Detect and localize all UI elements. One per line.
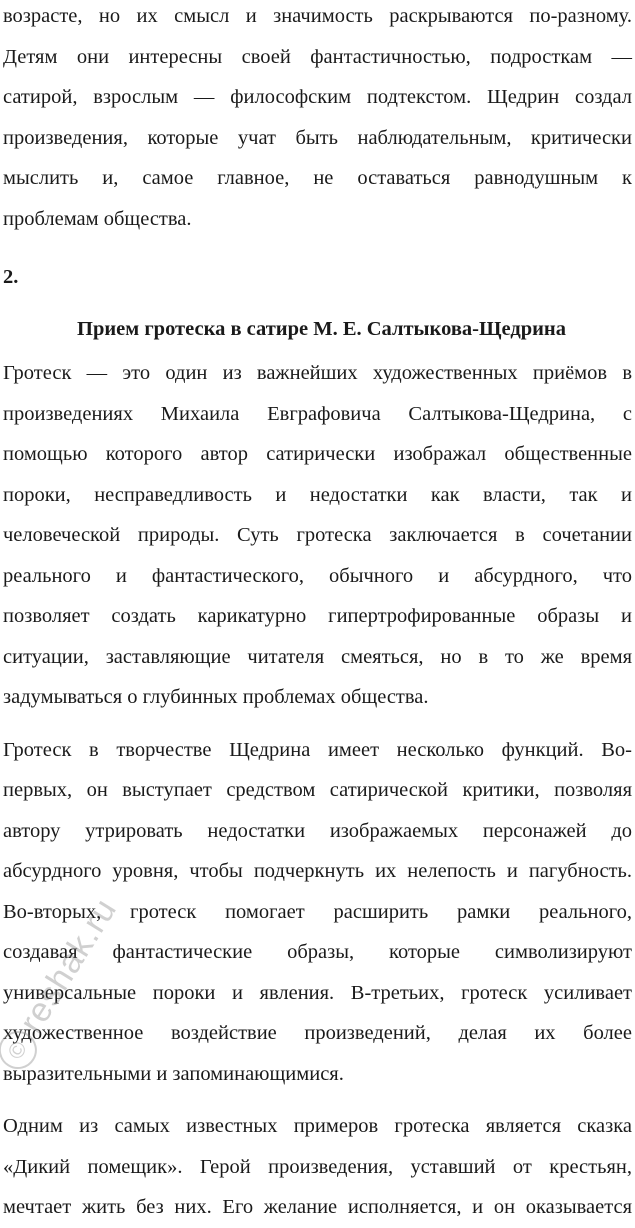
text-line: позволяет создать карикатурно гипертрофированные образы и: [3, 605, 632, 627]
text-line: создавая фантастические образы, которые символизируют: [3, 941, 632, 963]
text-line: сатирой, взрослым — философским подтекстом. Щедрин создал: [3, 86, 632, 108]
text-line: универсальные пороки и явления. В-третьих, гротеск усиливает: [3, 981, 632, 1004]
paragraph-grotesque-functions: [0, 730, 635, 1095]
section-number: 2.: [3, 266, 19, 288]
text-line: Детям они интересны своей фантастичностью, подросткам —: [3, 45, 632, 68]
text-line: Одним из самых известных примеров гротеска является сказка: [3, 1115, 632, 1137]
text-line: Гротеск — это один из важнейших художественных приёмов в: [3, 362, 632, 384]
text-line: ситуации, заставляющие читателя смеяться, но в то же время: [3, 645, 632, 668]
text-line: мечтает жить без них. Его желание исполняется, и он оказывается: [3, 1196, 632, 1218]
paragraph-wild-landowner: [0, 1106, 635, 1228]
text-line: произведениях Михаила Евграфовича Салтыкова-Щедрина, с: [3, 402, 632, 425]
copyright-icon: ©: [0, 1024, 44, 1076]
paragraph-grotesque-definition: [0, 353, 635, 718]
text-line: реального и фантастического, обычного и абсурдного, что: [3, 564, 632, 587]
text-line: Гротеск в творчестве Щедрина имеет несколько функций. Во-: [3, 738, 632, 761]
intro-paragraph: [0, 0, 635, 239]
text-line: проблемам общества.: [3, 207, 192, 230]
text-line: пороки, несправедливость и недостатки как власти, так и: [3, 483, 632, 506]
text-line: Во-вторых, гротеск помогает расширить рамки реального,: [3, 900, 632, 923]
text-line: художественное воздействие произведений, делая их более: [3, 1022, 632, 1044]
text-line: выразительными и запоминающимися.: [3, 1062, 344, 1085]
text-line: первых, он выступает средством сатирической критики, позволяя: [3, 779, 632, 801]
text-line: задумываться о глубинных проблемах общества.: [3, 686, 429, 708]
text-line: автору утрировать недостатки изображаемых персонажей до: [3, 819, 632, 842]
section-title: Прием гротеска в сатире М. Е. Салтыкова-Щедрина: [77, 318, 566, 340]
text-line: мыслить и, самое главное, не оставаться равнодушным к: [3, 167, 632, 189]
watermark-text: reshak.ru: [12, 891, 125, 1040]
text-line: человеческой природы. Суть гротеска заключается в сочетании: [3, 524, 632, 546]
text-line: «Дикий помещик». Герой произведения, уставший от крестьян,: [3, 1155, 632, 1178]
text-line: произведения, которые учат быть наблюдательным, критически: [3, 126, 632, 149]
text-line: абсурдного уровня, чтобы подчеркнуть их нелепость и пагубность.: [3, 860, 632, 882]
text-line: возрасте, но их смысл и значимость раскрываются по-разному.: [3, 5, 632, 27]
text-line: помощью которого автор сатирически изображал общественные: [3, 443, 632, 465]
